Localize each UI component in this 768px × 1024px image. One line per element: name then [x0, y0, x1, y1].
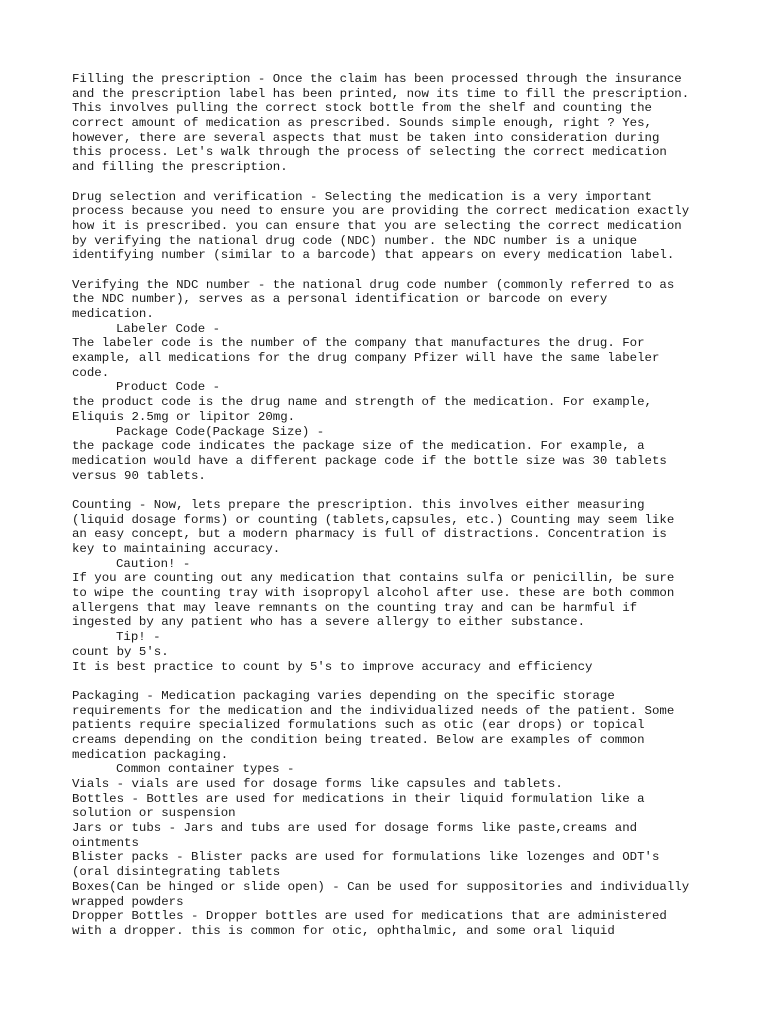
text-line: Vials - vials are used for dosage forms like capsules and tablets.	[72, 777, 563, 791]
text-line: example, all medications for the drug company Pfizer will have the same labeler	[72, 351, 660, 366]
text-line: creams depending on the condition being treated. Below are examples of common	[72, 732, 645, 747]
text-line: Drug selection and verification - Selecting the medication is a very important	[72, 189, 652, 204]
section-packaging	[72, 689, 752, 939]
text-line: how it is prescribed. you can ensure that you are selecting the correct medication	[72, 218, 682, 233]
text-line: key to maintaining accuracy.	[72, 542, 281, 556]
text-line: by verifying the national drug code (NDC) number. the NDC number is a unique	[72, 233, 638, 248]
text-line: ingested by any patient who has a severe allergy to either substance.	[72, 615, 586, 630]
text-line: Packaging - Medication packaging varies depending on the specific storage	[72, 688, 615, 703]
text-line: The labeler code is the number of the company that manufactures the drug. For	[72, 336, 645, 351]
text-line: and filling the prescription.	[72, 160, 288, 175]
text-line: wrapped powders	[72, 894, 184, 909]
text-line: identifying number (similar to a barcode) that appears on every medication label.	[72, 248, 675, 263]
subsection-heading: Common container types -	[116, 762, 295, 777]
text-line: It is best practice to count by 5's to improve accuracy and efficiency	[72, 659, 593, 674]
text-line: and the prescription label has been printed, now its time to fill the prescription.	[72, 86, 690, 101]
text-line: allergens that may leave remnants on the counting tray and can be harmful if	[72, 600, 638, 615]
section-spacer	[72, 483, 752, 498]
text-line: correct amount of medication as prescribed. Sounds simple enough, right ? Yes,	[72, 116, 652, 131]
text-line: an easy concept, but a modern pharmacy is full of distractions. Concentration is	[72, 527, 667, 542]
section-filling	[72, 72, 752, 175]
section-spacer	[72, 175, 752, 190]
text-line: to wipe the counting tray with isopropyl alcohol after use. these are both common	[72, 586, 675, 601]
section-counting	[72, 498, 752, 674]
text-line: Dropper Bottles - Dropper bottles are used for medications that are administered	[72, 909, 667, 924]
text-line: Filling the prescription - Once the claim has been processed through the insurance	[72, 72, 682, 86]
text-line: Boxes(Can be hinged or slide open) - Can be used for suppositories and individually	[72, 879, 690, 894]
section-ndc	[72, 278, 752, 484]
text-line: Counting - Now, lets prepare the prescription. this involves either measuring	[72, 497, 645, 512]
text-line: this process. Let's walk through the process of selecting the correct medication	[72, 145, 667, 160]
text-line: (oral disintegrating tablets	[72, 865, 281, 880]
text-line: (liquid dosage forms) or counting (tablets,capsules, etc.) Counting may seem like	[72, 512, 675, 527]
text-line: This involves pulling the correct stock bottle from the shelf and counting the	[72, 101, 652, 116]
text-line: the product code is the drug name and strength of the medication. For example,	[72, 395, 652, 410]
text-line: Bottles - Bottles are used for medications in their liquid formulation like a	[72, 791, 645, 806]
subsection-heading: Labeler Code -	[116, 321, 221, 336]
text-line: If you are counting out any medication that contains sulfa or penicillin, be sure	[72, 571, 675, 586]
subsection-heading: Package Code(Package Size) -	[116, 424, 325, 439]
subsection-heading: Tip! -	[116, 630, 161, 645]
section-drug-selection	[72, 190, 752, 263]
text-line: medication packaging.	[72, 747, 229, 762]
document-page	[72, 72, 752, 939]
text-line: ointments	[72, 835, 139, 850]
section-spacer	[72, 674, 752, 689]
text-line: Eliquis 2.5mg or lipitor 20mg.	[72, 409, 296, 424]
text-line: code.	[72, 365, 110, 380]
subsection-heading: Caution! -	[116, 556, 191, 571]
text-line: Jars or tubs - Jars and tubs are used for dosage forms like paste,creams and	[72, 821, 638, 836]
text-line: the package code indicates the package size of the medication. For example, a	[72, 439, 645, 454]
text-line: versus 90 tablets.	[72, 468, 206, 483]
text-line: the NDC number), serves as a personal identification or barcode on every	[72, 292, 608, 307]
text-line: process because you need to ensure you are providing the correct medication exactly	[72, 204, 690, 219]
text-line: with a dropper. this is common for otic, ophthalmic, and some oral liquid	[72, 923, 615, 938]
text-line: requirements for the medication and the individualized needs of the patient. Some	[72, 703, 675, 718]
text-line: medication.	[72, 307, 154, 321]
text-line: however, there are several aspects that must be taken into consideration during	[72, 130, 660, 145]
text-line: Verifying the NDC number - the national drug code number (commonly referred to as	[72, 277, 675, 292]
text-line: solution or suspension	[72, 806, 236, 821]
section-spacer	[72, 263, 752, 278]
subsection-heading: Product Code -	[116, 380, 221, 395]
text-line: Blister packs - Blister packs are used for formulations like lozenges and ODT's	[72, 850, 660, 865]
text-line: patients require specialized formulations such as otic (ear drops) or topical	[72, 718, 645, 733]
text-line: medication would have a different package code if the bottle size was 30 tablets	[72, 453, 667, 468]
text-line: count by 5's.	[72, 644, 169, 659]
